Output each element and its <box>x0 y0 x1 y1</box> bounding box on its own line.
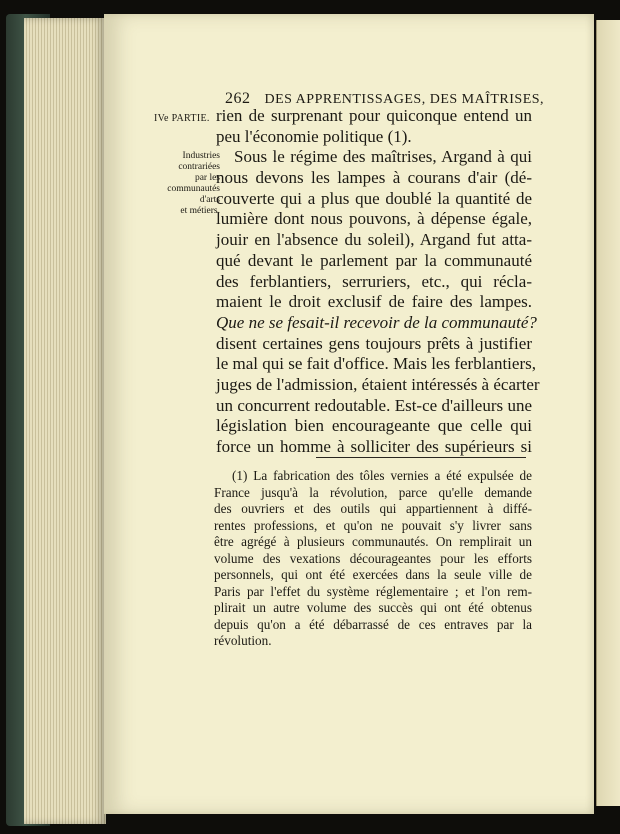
footnote-line: depuis qu'on a été débarrassé de ces entraves par la <box>214 616 532 632</box>
body-line: jouir en l'absence du soleil), Argand fut atta- <box>216 230 532 250</box>
footnote-line: des ouvriers et des outils qui appartiennent à diffé- <box>214 501 532 516</box>
page-number: 262 <box>225 90 251 107</box>
body-line: Que ne se fesait-il recevoir de la communauté? <box>216 312 537 332</box>
body-line: force un homme à solliciter des supérieurs si <box>216 437 532 456</box>
body-line: peu l'économie politique (1). <box>216 126 412 146</box>
body-line: Sous le régime des maîtrises, Argand à qui <box>234 147 532 167</box>
body-line: disent certaines gens toujours prêts à justifier <box>216 333 532 353</box>
margin-note-line: et métiers. <box>180 206 220 216</box>
footnote-line: volume des vexations décourageantes pour les efforts <box>214 550 532 566</box>
footnote-line: révolution. <box>214 633 272 648</box>
footnote-line: personnels, qui ont été exercées dans la seule ville de <box>214 567 532 582</box>
body-line: le mal qui se fait d'office. Mais les ferblantiers, <box>216 354 536 374</box>
page-content <box>110 0 594 834</box>
facing-page-edge <box>596 20 620 806</box>
margin-note-line: Industries <box>182 151 220 161</box>
body-line: couverte qui a plus que doublé la quantité de <box>216 188 532 208</box>
footnote-line: être agrégé à plusieurs communautés. On remplirait un <box>214 534 532 549</box>
body-line: maient le droit exclusif de faire des lampes. <box>216 292 532 312</box>
margin-part-label: IVe PARTIE. <box>154 113 210 124</box>
body-line: qué devant le parlement par la communauté <box>216 250 532 270</box>
body-line: un concurrent redoutable. Est-ce d'ailleurs une <box>216 395 532 415</box>
margin-note-line: d'arts <box>199 195 220 205</box>
footnote-line: (1) La fabrication des tôles vernies a été expulsée de <box>232 468 532 483</box>
body-line: juges de l'admission, étaient intéressés à écarter <box>216 374 540 394</box>
footnote-rule <box>316 457 526 458</box>
body-line: lumière dont nous pouvons, à dépense égale, <box>216 209 532 229</box>
margin-note-line: par les <box>194 173 220 183</box>
margin-note <box>150 151 220 217</box>
body-line: rien de surprenant pour quiconque entend un <box>216 106 532 125</box>
page-stack-edge <box>24 18 106 824</box>
body-line: législation bien encourageante que celle qui <box>216 416 532 436</box>
footnote-line: Paris par l'effet du système réglementaire ; et l'on rem- <box>214 583 532 599</box>
running-title: DES APPRENTISSAGES, DES MAÎTRISES, <box>264 92 545 107</box>
footnote <box>214 468 532 650</box>
margin-note-line: contrariées <box>178 162 220 172</box>
body-text <box>216 106 540 458</box>
margin-note-line: communautés <box>167 184 220 194</box>
footnote-line: rentes professions, et qu'on ne pouvait s'y livrer sans <box>214 517 532 533</box>
body-line: nous devons les lampes à courans d'air (dé- <box>216 168 532 188</box>
footnote-line: France jusqu'à la révolution, parce qu'elle demande <box>214 484 532 500</box>
body-line: des ferblantiers, serruriers, etc., qui récla- <box>216 271 532 291</box>
footnote-line: plirait un autre volume des succès qui ont été obtenus <box>214 600 532 615</box>
